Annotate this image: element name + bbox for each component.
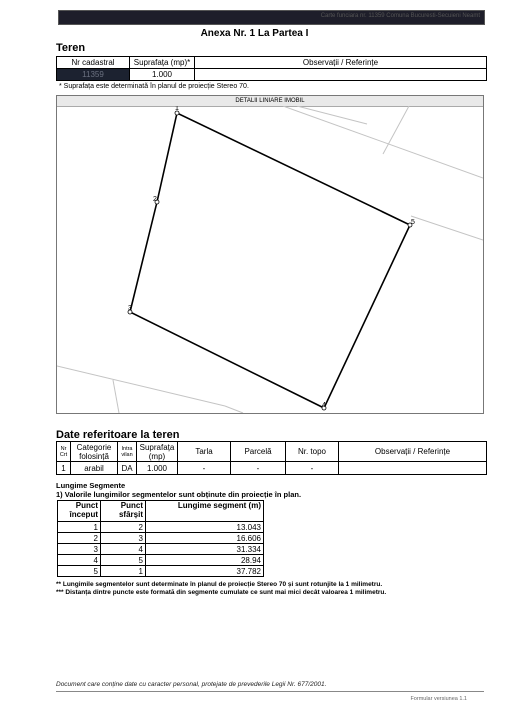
footnote-lungimi: ** Lungimile segmentelor sunt determinate în planul de proiecție Stereo 70 și sunt rotunjite la 1 milimetru. (56, 581, 383, 588)
cell-end: 4 (101, 544, 146, 555)
footnote-distanta: *** Distanța dintre puncte este formată din segmente cumulate ce sunt mai mici decât valoarea 1 milimetru. (56, 589, 387, 596)
lungime-row (58, 544, 264, 555)
col-categorie: Categorie folosință (71, 442, 118, 462)
cell-length: 13.043 (146, 522, 264, 533)
teren-title: Teren (56, 42, 86, 54)
cell-intravilan: DA (118, 462, 137, 475)
header-bar-text: Carte funciara nr. 11359 Comuna Bucuresti-Secuieni Neamt (320, 13, 480, 19)
lungime-header (58, 501, 264, 522)
parcel-plan-svg (57, 106, 483, 413)
cell-parcela: - (231, 462, 286, 475)
footer-note: Document care conține date cu caracter personal, protejate de prevederile Legii Nr. 677/2001. (56, 681, 327, 688)
teren-table-header (57, 57, 487, 69)
cell-tarla: - (178, 462, 231, 475)
cell-length: 28.94 (146, 555, 264, 566)
cell-suprafata-mp: 1.000 (137, 462, 178, 475)
col-observatii-referinte: Observații / Referințe (339, 442, 487, 462)
cell-end: 3 (101, 533, 146, 544)
lungime-row (58, 522, 264, 533)
col-nr-crt: Nr Crt (57, 442, 71, 462)
footer-version: Formular versiunea 1.1 (410, 696, 467, 702)
col-parcela: Parcelă (231, 442, 286, 462)
cell-start: 2 (58, 533, 101, 544)
date-teren-table (56, 441, 487, 475)
detalii-title: DETALII LINIARE IMOBIL (57, 96, 483, 107)
col-punct-inceput: Punct început (58, 501, 101, 522)
footer-divider (56, 691, 484, 692)
cell-nr-topo: - (286, 462, 339, 475)
col-nr-cadastral: Nr cadastral (57, 57, 130, 69)
cell-categorie: arabil (71, 462, 118, 475)
cell-start: 1 (58, 522, 101, 533)
col-observatii: Observații / Referințe (195, 57, 487, 69)
cell-start: 4 (58, 555, 101, 566)
col-suprafata: Suprafața (mp)* (130, 57, 195, 69)
date-teren-row (57, 462, 487, 475)
date-teren-header (57, 442, 487, 462)
point-label-3: 3 (128, 305, 132, 312)
cell-length: 16.606 (146, 533, 264, 544)
point-label-4: 4 (322, 402, 326, 409)
lungime-title: Lungime Segmente (56, 481, 126, 490)
lungime-subtitle: 1) Valorile lungimilor segmentelor sunt obținute din proiecție în plan. (56, 490, 302, 499)
col-suprafata-mp: Suprafața (mp) (137, 442, 178, 462)
teren-table (56, 56, 487, 81)
cell-observatii (195, 69, 487, 81)
col-punct-sfarsit: Punct sfârșit (101, 501, 146, 522)
lungime-row (58, 566, 264, 577)
lungime-row (58, 555, 264, 566)
lungime-row (58, 533, 264, 544)
col-intravilan: Intra vilan (118, 442, 137, 462)
lungime-title-block (56, 481, 301, 499)
detalii-plan (56, 95, 484, 414)
cell-length: 37.782 (146, 566, 264, 577)
neighbor-lines (57, 106, 483, 413)
point-label-5: 5 (411, 219, 415, 226)
cell-nr-crt: 1 (57, 462, 71, 475)
point-label-1: 1 (175, 106, 179, 112)
col-lungime: Lungime segment (m) (146, 501, 264, 522)
vertex-markers (128, 111, 412, 410)
annex-title: Anexa Nr. 1 La Partea I (200, 28, 309, 39)
cell-end: 1 (101, 566, 146, 577)
cell-length: 31.334 (146, 544, 264, 555)
cell-nr-cadastral: 11359 (57, 69, 130, 81)
col-nr-topo: Nr. topo (286, 442, 339, 462)
lungime-table (57, 500, 264, 577)
teren-note: * Suprafața este determinată în planul de proiecție Stereo 70. (59, 83, 249, 90)
cell-observatii-referinte (339, 462, 487, 475)
header-bar (58, 10, 485, 25)
cell-end: 5 (101, 555, 146, 566)
date-teren-title: Date referitoare la teren (56, 429, 180, 441)
parcel-boundary (130, 113, 410, 408)
teren-table-row (57, 69, 487, 81)
cell-end: 2 (101, 522, 146, 533)
cell-start: 3 (58, 544, 101, 555)
cell-start: 5 (58, 566, 101, 577)
col-tarla: Tarla (178, 442, 231, 462)
cell-suprafata: 1.000 (130, 69, 195, 81)
point-label-2: 2 (153, 196, 157, 203)
